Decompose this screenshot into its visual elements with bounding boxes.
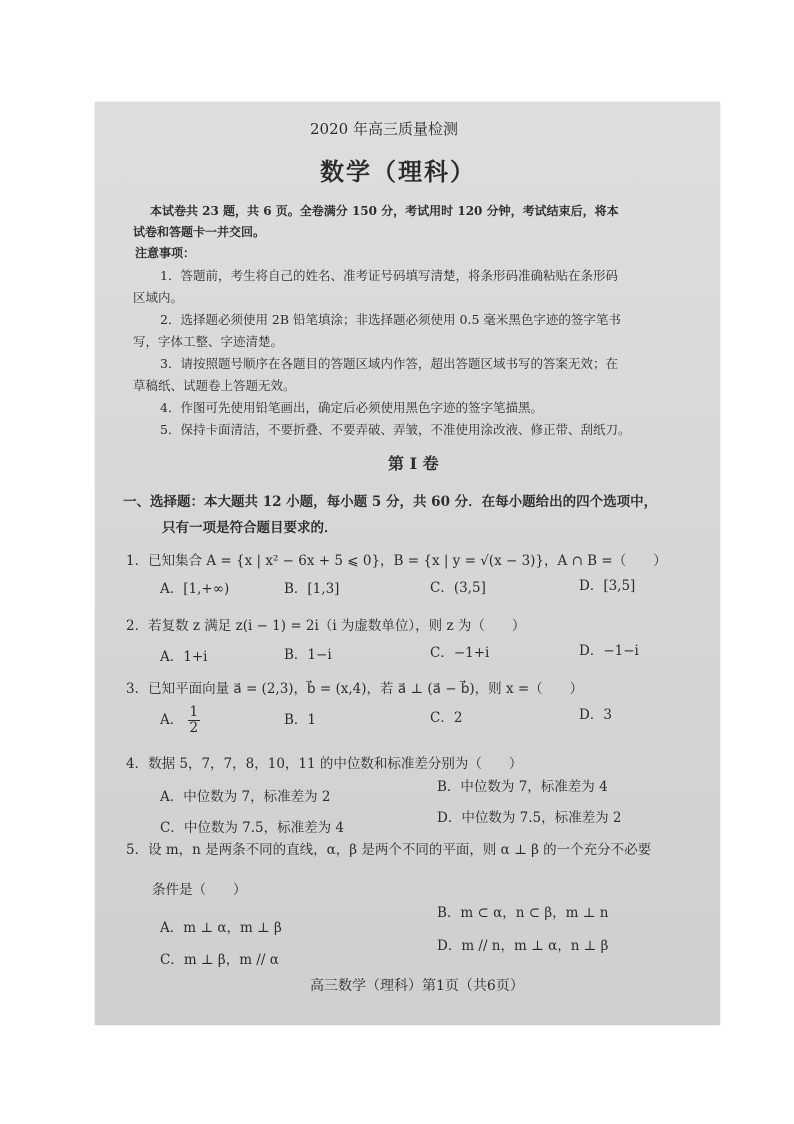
question-5-option-a: A．m ⊥ α，m ⊥ β xyxy=(160,920,282,936)
question-5-option-d: D．m // n，m ⊥ α，n ⊥ β xyxy=(437,938,609,954)
notice-title: 注意事项： xyxy=(135,246,196,260)
question-1-option-b: B．[1,3] xyxy=(284,581,340,597)
question-5-option-b: B．m ⊂ α，n ⊂ β，m ⊥ n xyxy=(437,905,609,921)
section-heading: 一、选择题：本大题共 12 小题，每小题 5 分，共 60 分．在每小题给出的四个选项中， xyxy=(123,494,658,510)
notice-rule-4: 4．作图可先使用铅笔画出，确定后必须使用黑色字迹的签字笔描黑。 xyxy=(160,400,543,415)
page-footer: 高三数学（理科）第1页（共6页） xyxy=(310,978,524,994)
section-heading-cont: 只有一项是符合题目要求的． xyxy=(162,520,338,536)
question-4-option-c: C．中位数为 7.5，标准差为 4 xyxy=(160,820,344,836)
question-3-option-a-label: A． xyxy=(160,711,184,728)
question-1-option-a: A．[1,+∞) xyxy=(160,581,230,597)
subject-title: 数学（理科） xyxy=(320,157,476,186)
question-4-option-b: B．中位数为 7，标准差为 4 xyxy=(437,779,608,795)
notice-rule-1: 1．答题前，考生将自己的姓名、准考证号码填写清楚，将条形码准确粘贴在条形码 xyxy=(160,268,618,283)
question-5-stem-cont: 条件是（ ） xyxy=(152,882,247,898)
notice-rule-5: 5．保持卡面清洁，不要折叠、不要弄破、弄皱，不准使用涂改液、修正带、刮纸刀。 xyxy=(160,422,631,437)
notice-rule-2: 2．选择题必须使用 2B 铅笔填涂；非选择题必须使用 0.5 毫米黑色字迹的签字笔书 xyxy=(160,312,621,327)
notice-rule-3-cont: 草稿纸、试题卷上答题无效。 xyxy=(133,378,296,393)
question-3-option-a xyxy=(160,705,200,736)
question-2-option-b: B．1−i xyxy=(284,647,332,663)
fraction-denominator: 2 xyxy=(189,719,199,736)
question-5-stem: 5．设 m，n 是两条不同的直线，α，β 是两个不同的平面，则 α ⊥ β 的一个充分不必要 xyxy=(126,842,652,858)
question-3-option-c: C．2 xyxy=(430,710,463,726)
question-3-option-d: D．3 xyxy=(579,707,612,723)
question-4-option-d: D．中位数为 7.5，标准差为 2 xyxy=(437,810,622,826)
question-4-stem: 4．数据 5，7，7，8，10，11 的中位数和标准差分别为（ ） xyxy=(126,756,523,772)
question-2-stem: 2．若复数 z 满足 z(i − 1) = 2i（i 为虚数单位），则 z 为（ ） xyxy=(126,618,526,634)
notice-rule-2-cont: 写，字体工整、字迹清楚。 xyxy=(133,334,284,349)
fraction-numerator: 1 xyxy=(189,704,199,720)
question-3-option-b: B．1 xyxy=(284,712,317,728)
notice-rule-3: 3．请按照题号顺序在各题目的答题区域内作答，超出答题区域书写的答案无效；在 xyxy=(160,356,618,371)
question-2-option-d: D．−1−i xyxy=(579,643,639,659)
notice-rule-1-cont: 区域内。 xyxy=(133,290,184,305)
intro-line-1: 本试卷共 23 题，共 6 页。全卷满分 150 分，考试用时 120 分钟，考试结束后，将本 xyxy=(150,204,619,218)
question-4-option-a: A．中位数为 7，标准差为 2 xyxy=(160,789,331,805)
question-3-stem: 3．已知平面向量 a⃗ = (2,3)，b⃗ = (x,4)，若 a⃗ ⊥ (a⃗ − b⃗)，则 x =（ ） xyxy=(126,681,584,697)
fraction-one-half xyxy=(188,705,201,736)
question-5-option-c: C．m ⊥ β，m // α xyxy=(160,952,279,968)
question-1-option-d: D．[3,5] xyxy=(579,578,636,594)
question-2-option-a: A．1+i xyxy=(160,649,208,665)
exam-title: 2020 年高三质量检测 xyxy=(310,120,458,138)
part-title: 第 I 卷 xyxy=(388,454,439,473)
intro-line-2: 试卷和答题卡一并交回。 xyxy=(133,225,266,239)
question-2-option-c: C．−1+i xyxy=(430,645,490,661)
question-1-stem: 1．已知集合 A = {x | x² − 6x + 5 ⩽ 0}，B = {x | y = √(x − 3)}，A ∩ B =（ ） xyxy=(126,553,667,569)
question-1-option-c: C．(3,5] xyxy=(430,580,486,596)
